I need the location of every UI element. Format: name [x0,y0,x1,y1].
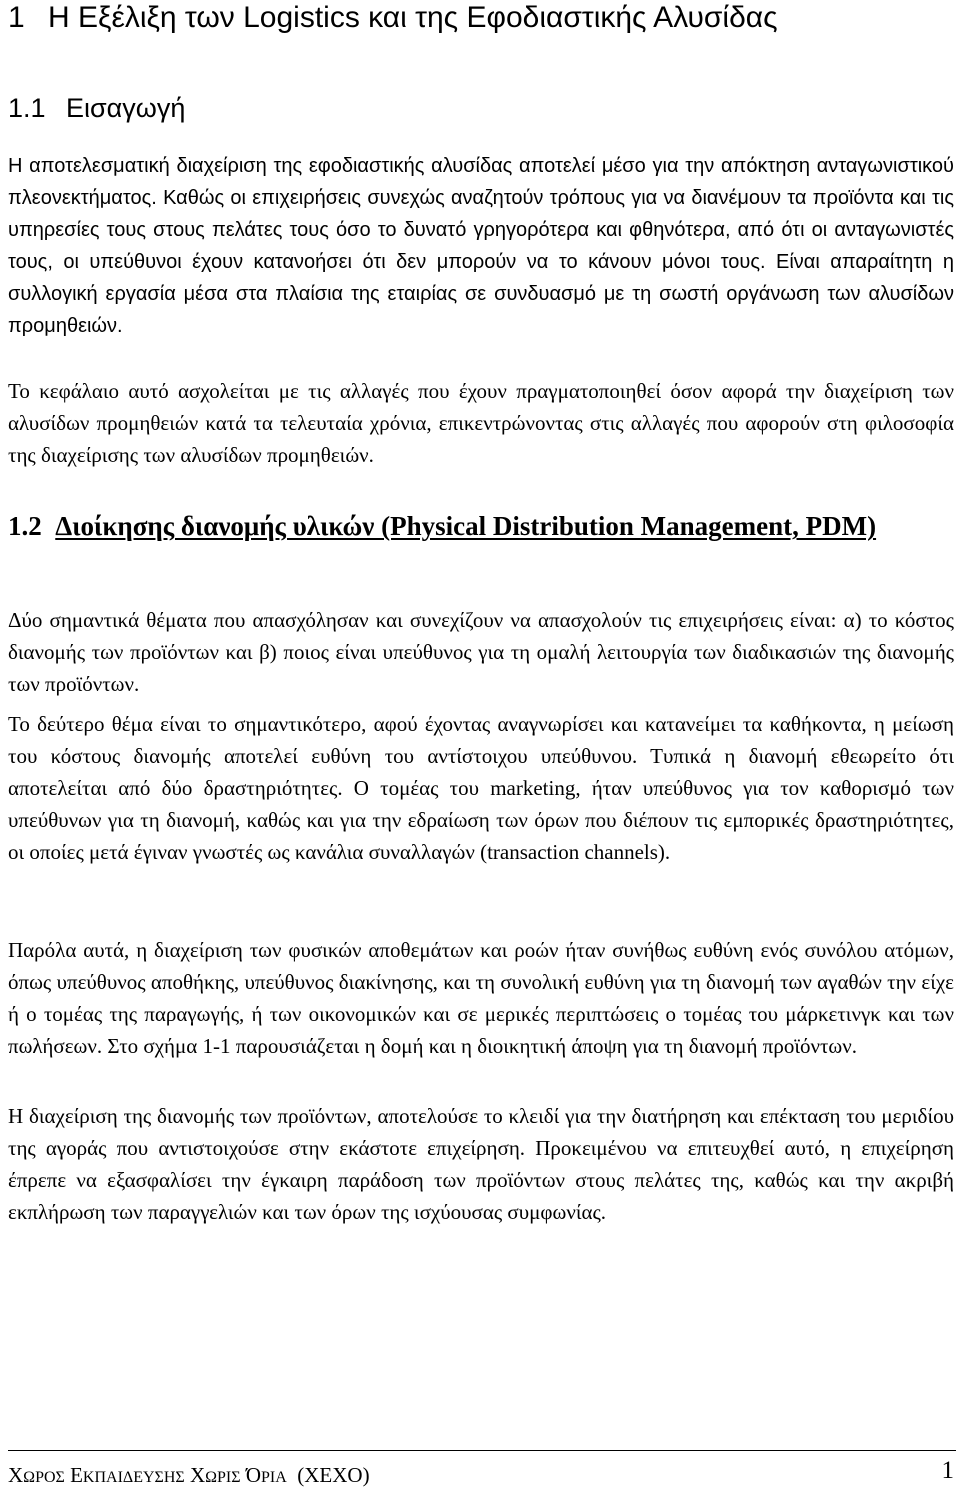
footer-org-letter: Χ [189,1463,206,1487]
footer-org-word: ΡΙΑ [260,1469,287,1486]
footer-org-word: ΩΡΟΣ [23,1469,65,1486]
footer-org-word: ΚΠΑΙΔΕΥΣΗΣ [82,1469,185,1486]
chapter-title: Η Εξέλιξη των Logistics και της Εφοδιαστικής Αλυσίδας [48,1,778,34]
footer-org-letter: Ό [245,1463,261,1487]
page-number: 1 [941,1457,954,1484]
section-heading-1-1 [8,92,185,124]
paragraph-pdm-3: Παρόλα αυτά, η διαχείριση των φυσικών αποθεμάτων και ροών ήταν συνήθως ευθύνη ενός συνόλου ατόμων, όπως υπεύθυνος αποθήκης, υπεύθυνος διακίνησης, και τη συνολική ευθύνη για τη διανομή των αγαθών την είχε ή ο τομέας της παραγωγής, ή των οικονομικών και σε μερικές περιπτώσεις ο τομέας του μάρκετινγκ και των πωλήσεων. Στο σχήμα 1-1 παρουσιάζεται η δομή και η διοικητική άποψη για τη διανομή προϊόντων. [8,938,954,1058]
paragraph-pdm-2: Το δεύτερο θέμα είναι το σημαντικότερο, αφού έχοντας αναγνωρίσει και κατανείμει τα καθήκοντα, η μείωση του κόστους διανομής αποτελεί ευθύνη του αντίστοιχου υπεύθυνου. Τυπικά η διανομή εθεωρείτο ότι αποτελείται από δύο δραστηριότητες. Ο τομέας του marketing, ήταν υπεύθυνος για τον καθορισμό των υπεύθυνων για τη διανομή, καθώς και για την εδραίωση των όρων που διέπουν τις εμπορικές δραστηριότητες, οι οποίες μετά έγιναν γνωστές ως κανάλια συναλλαγών (transaction channels). [8,712,954,864]
paragraph-intro-2: Το κεφάλαιο αυτό ασχολείται με τις αλλαγές που έχουν πραγματοποιηθεί όσον αφορά την διαχείριση των αλυσίδων προμηθειών κατά τα τελευταία χρόνια, επικεντρώνοντας στις αλλαγές που αφορούν στη φιλοσοφία της διαχείρισης των αλυσίδων προμηθειών. [8,379,954,467]
paragraph-pdm-4: Η διαχείριση της διανομής των προϊόντων, αποτελούσε το κλειδί για την διατήρηση και επέκταση του μεριδίου της αγοράς που αντιστοιχούσε στην εκάστοτε επιχείρηση. Προκειμένου να επιτευχθεί αυτό, η επιχείρηση έπρεπε να εξασφαλίσει την έγκαιρη παράδοση των προϊόντων στους πελάτες της, καθώς και την ακριβή εκπλήρωση των παραγγελιών και των όρων της ισχύουσας συμφωνίας. [8,1104,954,1224]
footer-org-letter: Ε [70,1463,83,1487]
footer-divider [8,1450,956,1451]
chapter-heading [8,0,958,36]
paragraph-intro-1: Η αποτελεσματική διαχείριση της εφοδιαστικής αλυσίδας αποτελεί μέσο για την απόκτηση ανταγωνιστικού πλεονεκτήματος. Καθώς οι επιχειρήσεις συνεχώς αναζητούν τρόπους για να διανέμουν τα προϊόντα και τις υπηρεσίες τους στους πελάτες τους όσο το δυνατό γρηγορότερα και φθηνότερα, από ότι οι ανταγωνιστές τους, οι υπεύθυνοι έχουν κατανοήσει ότι δεν μπορούν να το κάνουν μόνοι τους. Είναι απαραίτητη η συλλογική εργασία μέσα στα πλαίσια της εταιρίας σε συνδυασμό με τη σωστή οργάνωση των αλυσίδων προμηθειών. [8,155,954,337]
section-number-1-2: 1.2 [8,511,42,541]
chapter-number: 1 [8,1,25,34]
footer-org-letter: Χ [8,1463,24,1487]
footer-organization [8,1462,370,1491]
section-heading-1-2 [8,508,954,545]
footer-acronym: (ΧΕΧΟ) [297,1463,370,1487]
footer-org-word: ΩΡΙΣ [205,1469,241,1486]
section-title-1-1: Εισαγωγή [66,93,186,123]
section-number-1-1: 1.1 [8,93,46,123]
paragraph-pdm-1: Δύο σημαντικά θέματα που απασχόλησαν και συνεχίζουν να απασχολούν τις επιχειρήσεις είναι: α) το κόστος διανομής των προϊόντων και β) ποιος είναι υπεύθυνος για τη ομαλή λειτουργία των διαδικασιών της διανομής των προϊόντων. [8,608,954,696]
section-title-1-2: Διοίκησης διανομής υλικών (Physical Distribution Management, PDM) [55,511,877,541]
